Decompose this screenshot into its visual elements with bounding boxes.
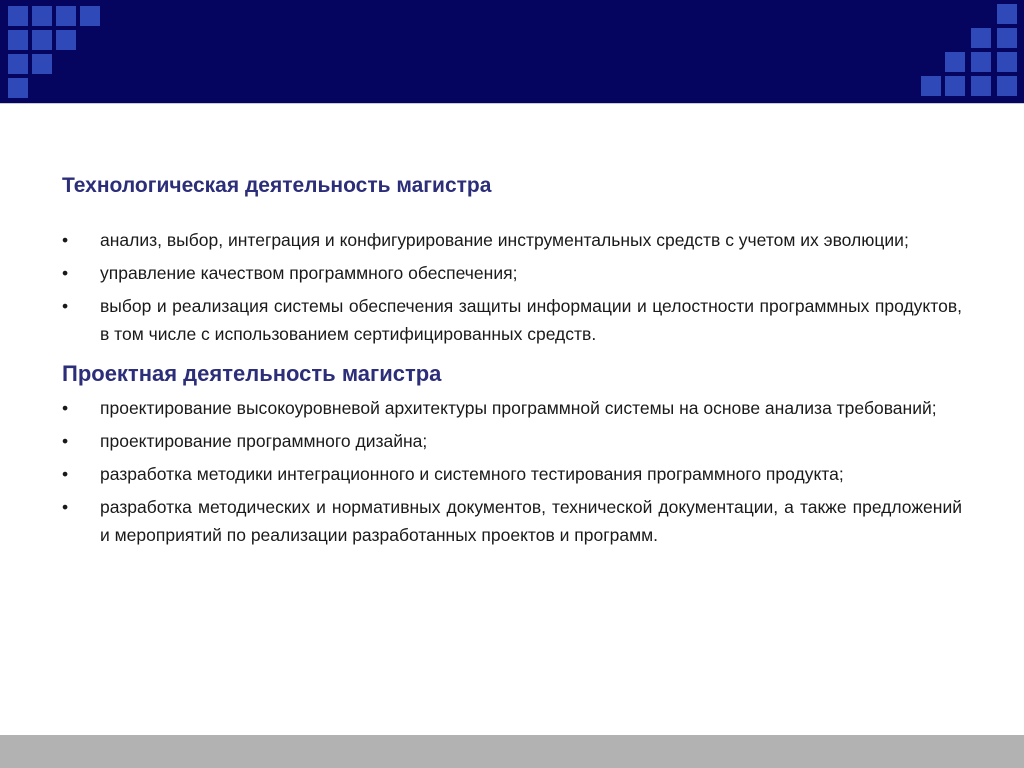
decorative-square <box>8 78 28 98</box>
bullet-icon: • <box>62 497 69 517</box>
decorative-square <box>945 76 965 96</box>
list-item <box>62 259 962 287</box>
decorative-square <box>32 54 52 74</box>
bullet-icon: • <box>62 431 69 451</box>
decorative-square <box>8 54 28 74</box>
header-banner <box>0 0 1024 104</box>
list-item-text: разработка методических и нормативных документов, технической документации, а также предложений и мероприятий по реализации разработанных проектов и программ. <box>100 497 962 545</box>
list-item-text: анализ, выбор, интеграция и конфигурирование инструментальных средств с учетом их эволюции; <box>100 230 909 250</box>
decorative-square <box>8 6 28 26</box>
list-item <box>62 460 962 488</box>
list-item-text: выбор и реализация системы обеспечения защиты информации и целостности программных продуктов, в том числе с использованием сертифицированных средств. <box>100 296 962 344</box>
decorative-square <box>971 28 991 48</box>
decorative-square <box>997 4 1017 24</box>
list-item <box>62 493 962 549</box>
bullet-icon: • <box>62 230 69 250</box>
decorative-square <box>971 76 991 96</box>
footer-bar <box>0 735 1024 768</box>
bullet-icon: • <box>62 464 69 484</box>
list-item-text: управление качеством программного обеспечения; <box>100 263 518 283</box>
decorative-square <box>997 52 1017 72</box>
decorative-square <box>997 76 1017 96</box>
bullet-icon: • <box>62 296 69 316</box>
list-item <box>62 427 962 455</box>
section-title-technological: Технологическая деятельность магистра <box>62 174 492 197</box>
decorative-square <box>32 30 52 50</box>
list-item <box>62 292 962 348</box>
section-title-project: Проектная деятельность магистра <box>62 361 442 386</box>
list-item <box>62 226 962 254</box>
decorative-square <box>997 28 1017 48</box>
bullet-list-project <box>62 394 962 549</box>
slide-body <box>62 172 962 554</box>
list-item-text: разработка методики интеграционного и системного тестирования программного продукта; <box>100 464 844 484</box>
decorative-square <box>971 52 991 72</box>
decorative-square <box>56 6 76 26</box>
bullet-icon: • <box>62 263 69 283</box>
list-item-text: проектирование программного дизайна; <box>100 431 428 451</box>
list-item <box>62 394 962 422</box>
decorative-square <box>921 76 941 96</box>
decorative-square <box>56 30 76 50</box>
decorative-square <box>8 30 28 50</box>
decorative-square <box>80 6 100 26</box>
decorative-square <box>32 6 52 26</box>
decorative-square <box>945 52 965 72</box>
list-item-text: проектирование высокоуровневой архитектуры программной системы на основе анализа требований; <box>100 398 937 418</box>
bullet-list-technological <box>62 226 962 348</box>
bullet-icon: • <box>62 398 69 418</box>
